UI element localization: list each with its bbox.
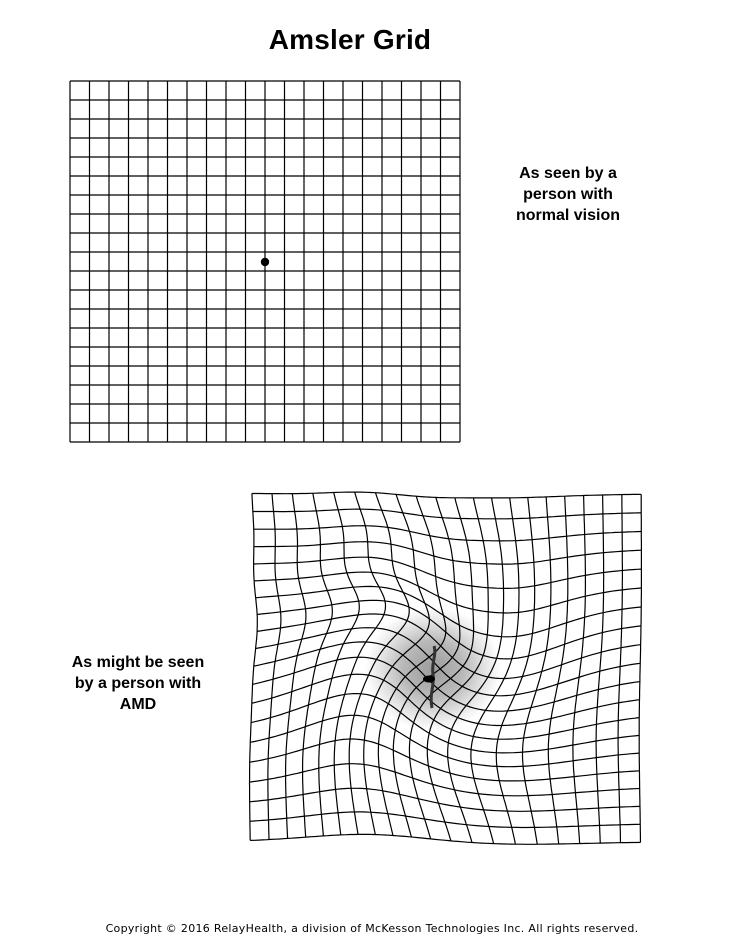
distorted-vertical-line bbox=[250, 494, 258, 841]
distorted-vertical-line bbox=[639, 494, 641, 842]
distorted-horizontal-line bbox=[254, 542, 642, 564]
caption-line: As might be seen bbox=[71, 654, 205, 671]
distorted-horizontal-line bbox=[252, 492, 641, 498]
center-fixation-dot bbox=[261, 258, 269, 266]
distorted-vertical-line bbox=[618, 495, 622, 843]
distorted-vertical-line bbox=[548, 496, 568, 844]
distorted-horizontal-line bbox=[250, 764, 640, 796]
caption-amd-vision bbox=[48, 652, 228, 715]
distorted-vertical-line bbox=[523, 497, 551, 844]
caption-line: AMD bbox=[119, 696, 157, 713]
caption-line: normal vision bbox=[515, 207, 621, 224]
distorted-vertical-line bbox=[496, 498, 534, 845]
caption-line: person with bbox=[523, 186, 613, 203]
amsler-grid-amd bbox=[251, 494, 641, 842]
distorted-horizontal-line bbox=[250, 812, 640, 828]
distorted-horizontal-line bbox=[254, 557, 642, 588]
distorted-vertical-line bbox=[268, 494, 281, 840]
caption-line: by a person with bbox=[74, 675, 202, 692]
caption-normal-vision bbox=[478, 163, 658, 226]
caption-line: As seen by a bbox=[519, 165, 617, 182]
distorted-horizontal-line bbox=[250, 834, 640, 844]
copyright-notice: Copyright © 2016 RelayHealth, a division of McKesson Technologies Inc. All rights reserved. bbox=[105, 922, 639, 935]
amsler-grid-normal bbox=[70, 81, 460, 442]
distorted-vertical-line bbox=[573, 496, 586, 844]
page-title: Amsler Grid bbox=[268, 24, 432, 55]
distorted-horizontal-line bbox=[253, 509, 641, 519]
distorted-center-dot bbox=[423, 676, 435, 683]
